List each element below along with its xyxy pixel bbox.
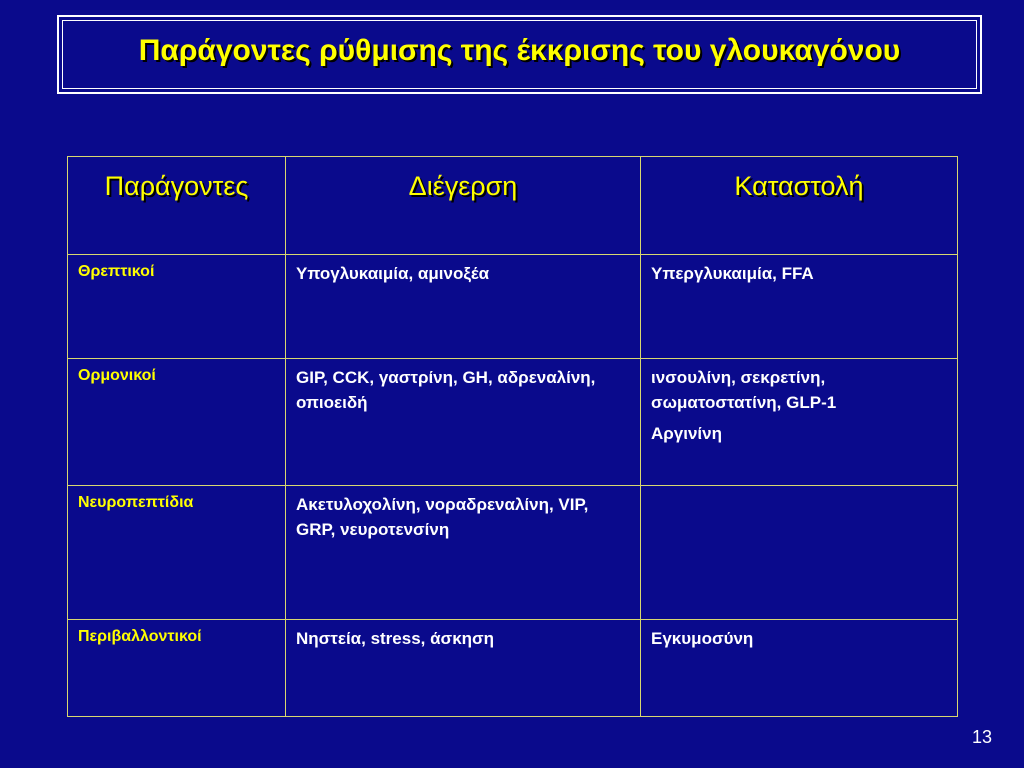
suppression-cell bbox=[641, 486, 958, 620]
factor-cell: Περιβαλλοντικοί bbox=[68, 620, 286, 717]
stimulation-cell: GIP, CCK, γαστρίνη, GH, αδρεναλίνη, οπιοειδή bbox=[286, 359, 641, 486]
stimulation-cell: Νηστεία, stress, άσκηση bbox=[286, 620, 641, 717]
factor-cell: Ορμονικοί bbox=[68, 359, 286, 486]
title-inner-frame bbox=[62, 20, 977, 89]
suppression-extra-text: Αργινίνη bbox=[651, 424, 722, 443]
suppression-cell: Υπεργλυκαιμία, FFA bbox=[641, 255, 958, 359]
table-row bbox=[68, 359, 958, 486]
page-number: 13 bbox=[971, 727, 992, 747]
stimulation-cell: Υπογλυκαιμία, αμινοξέα bbox=[286, 255, 641, 359]
table-row bbox=[68, 620, 958, 717]
header-suppression: Καταστολή bbox=[641, 157, 958, 255]
table-header-row bbox=[68, 157, 958, 255]
factor-cell: Θρεπτικοί bbox=[68, 255, 286, 359]
table-row bbox=[68, 255, 958, 359]
table-row bbox=[68, 486, 958, 620]
suppression-cell: Εγκυμοσύνη bbox=[641, 620, 958, 717]
stimulation-cell: Ακετυλοχολίνη, νοραδρεναλίνη, VIP, GRP, νευροτενσίνη bbox=[286, 486, 641, 620]
header-stimulation: Διέγερση bbox=[286, 157, 641, 255]
slide-title: Παράγοντες ρύθμισης της έκκρισης του γλουκαγόνου bbox=[138, 33, 901, 67]
glucagon-factors-table bbox=[67, 156, 958, 717]
header-factors: Παράγοντες bbox=[68, 157, 286, 255]
suppression-cell bbox=[641, 359, 958, 486]
suppression-text: ινσουλίνη, σεκρετίνη, σωματοστατίνη, GLP-1 bbox=[651, 368, 837, 412]
factor-cell: Νευροπεπτίδια bbox=[68, 486, 286, 620]
title-frame bbox=[57, 15, 982, 94]
